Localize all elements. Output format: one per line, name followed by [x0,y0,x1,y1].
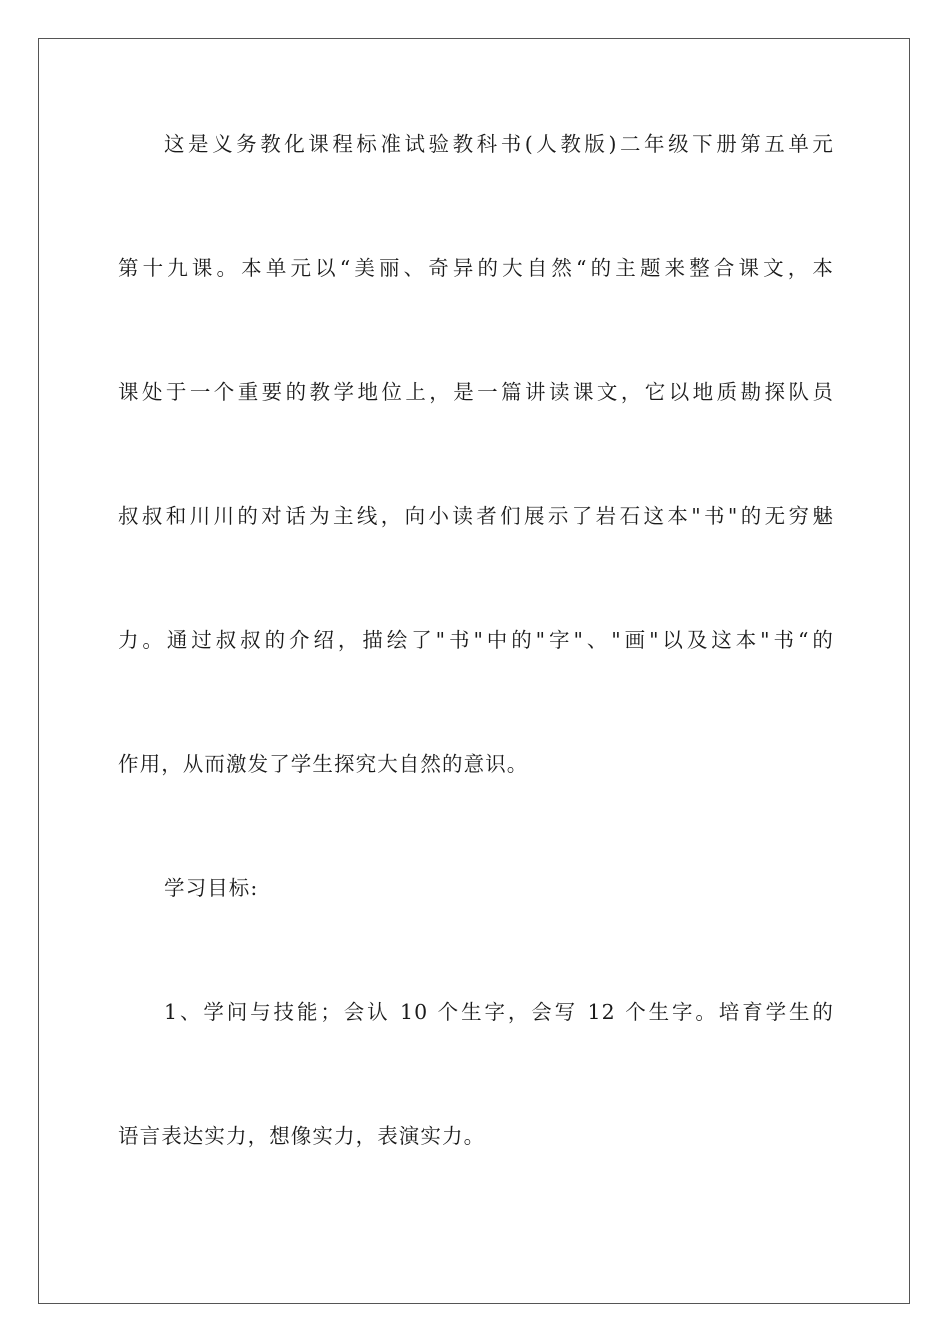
goal-line-2: 语言表达实力，想像实力，表演实力。 [118,1124,486,1148]
paragraph-line-4: 叔叔和川川的对话为主线，向小读者们展示了岩石这本"书"的无穷魅 [118,504,834,528]
paragraph-line-2: 第十九课。本单元以“美丽、奇异的大自然“的主题来整合课文，本 [118,256,834,280]
paragraph-line-5: 力。通过叔叔的介绍，描绘了"书"中的"字"、"画"以及这本"书“的 [118,628,834,652]
paragraph-line-6: 作用，从而激发了学生探究大自然的意识。 [118,752,529,776]
section-heading-learning-goals: 学习目标: [164,876,259,900]
paragraph-line-3: 课处于一个重要的教学地位上，是一篇讲读课文，它以地质勘探队员 [118,380,834,404]
paragraph-line-1: 这是义务教化课程标准试验教科书(人教版)二年级下册第五单元 [164,132,834,156]
document-body [118,128,834,1244]
goal-line-1: 1、学问与技能；会认 10 个生字，会写 12 个生字。培育学生的 [164,1000,834,1024]
